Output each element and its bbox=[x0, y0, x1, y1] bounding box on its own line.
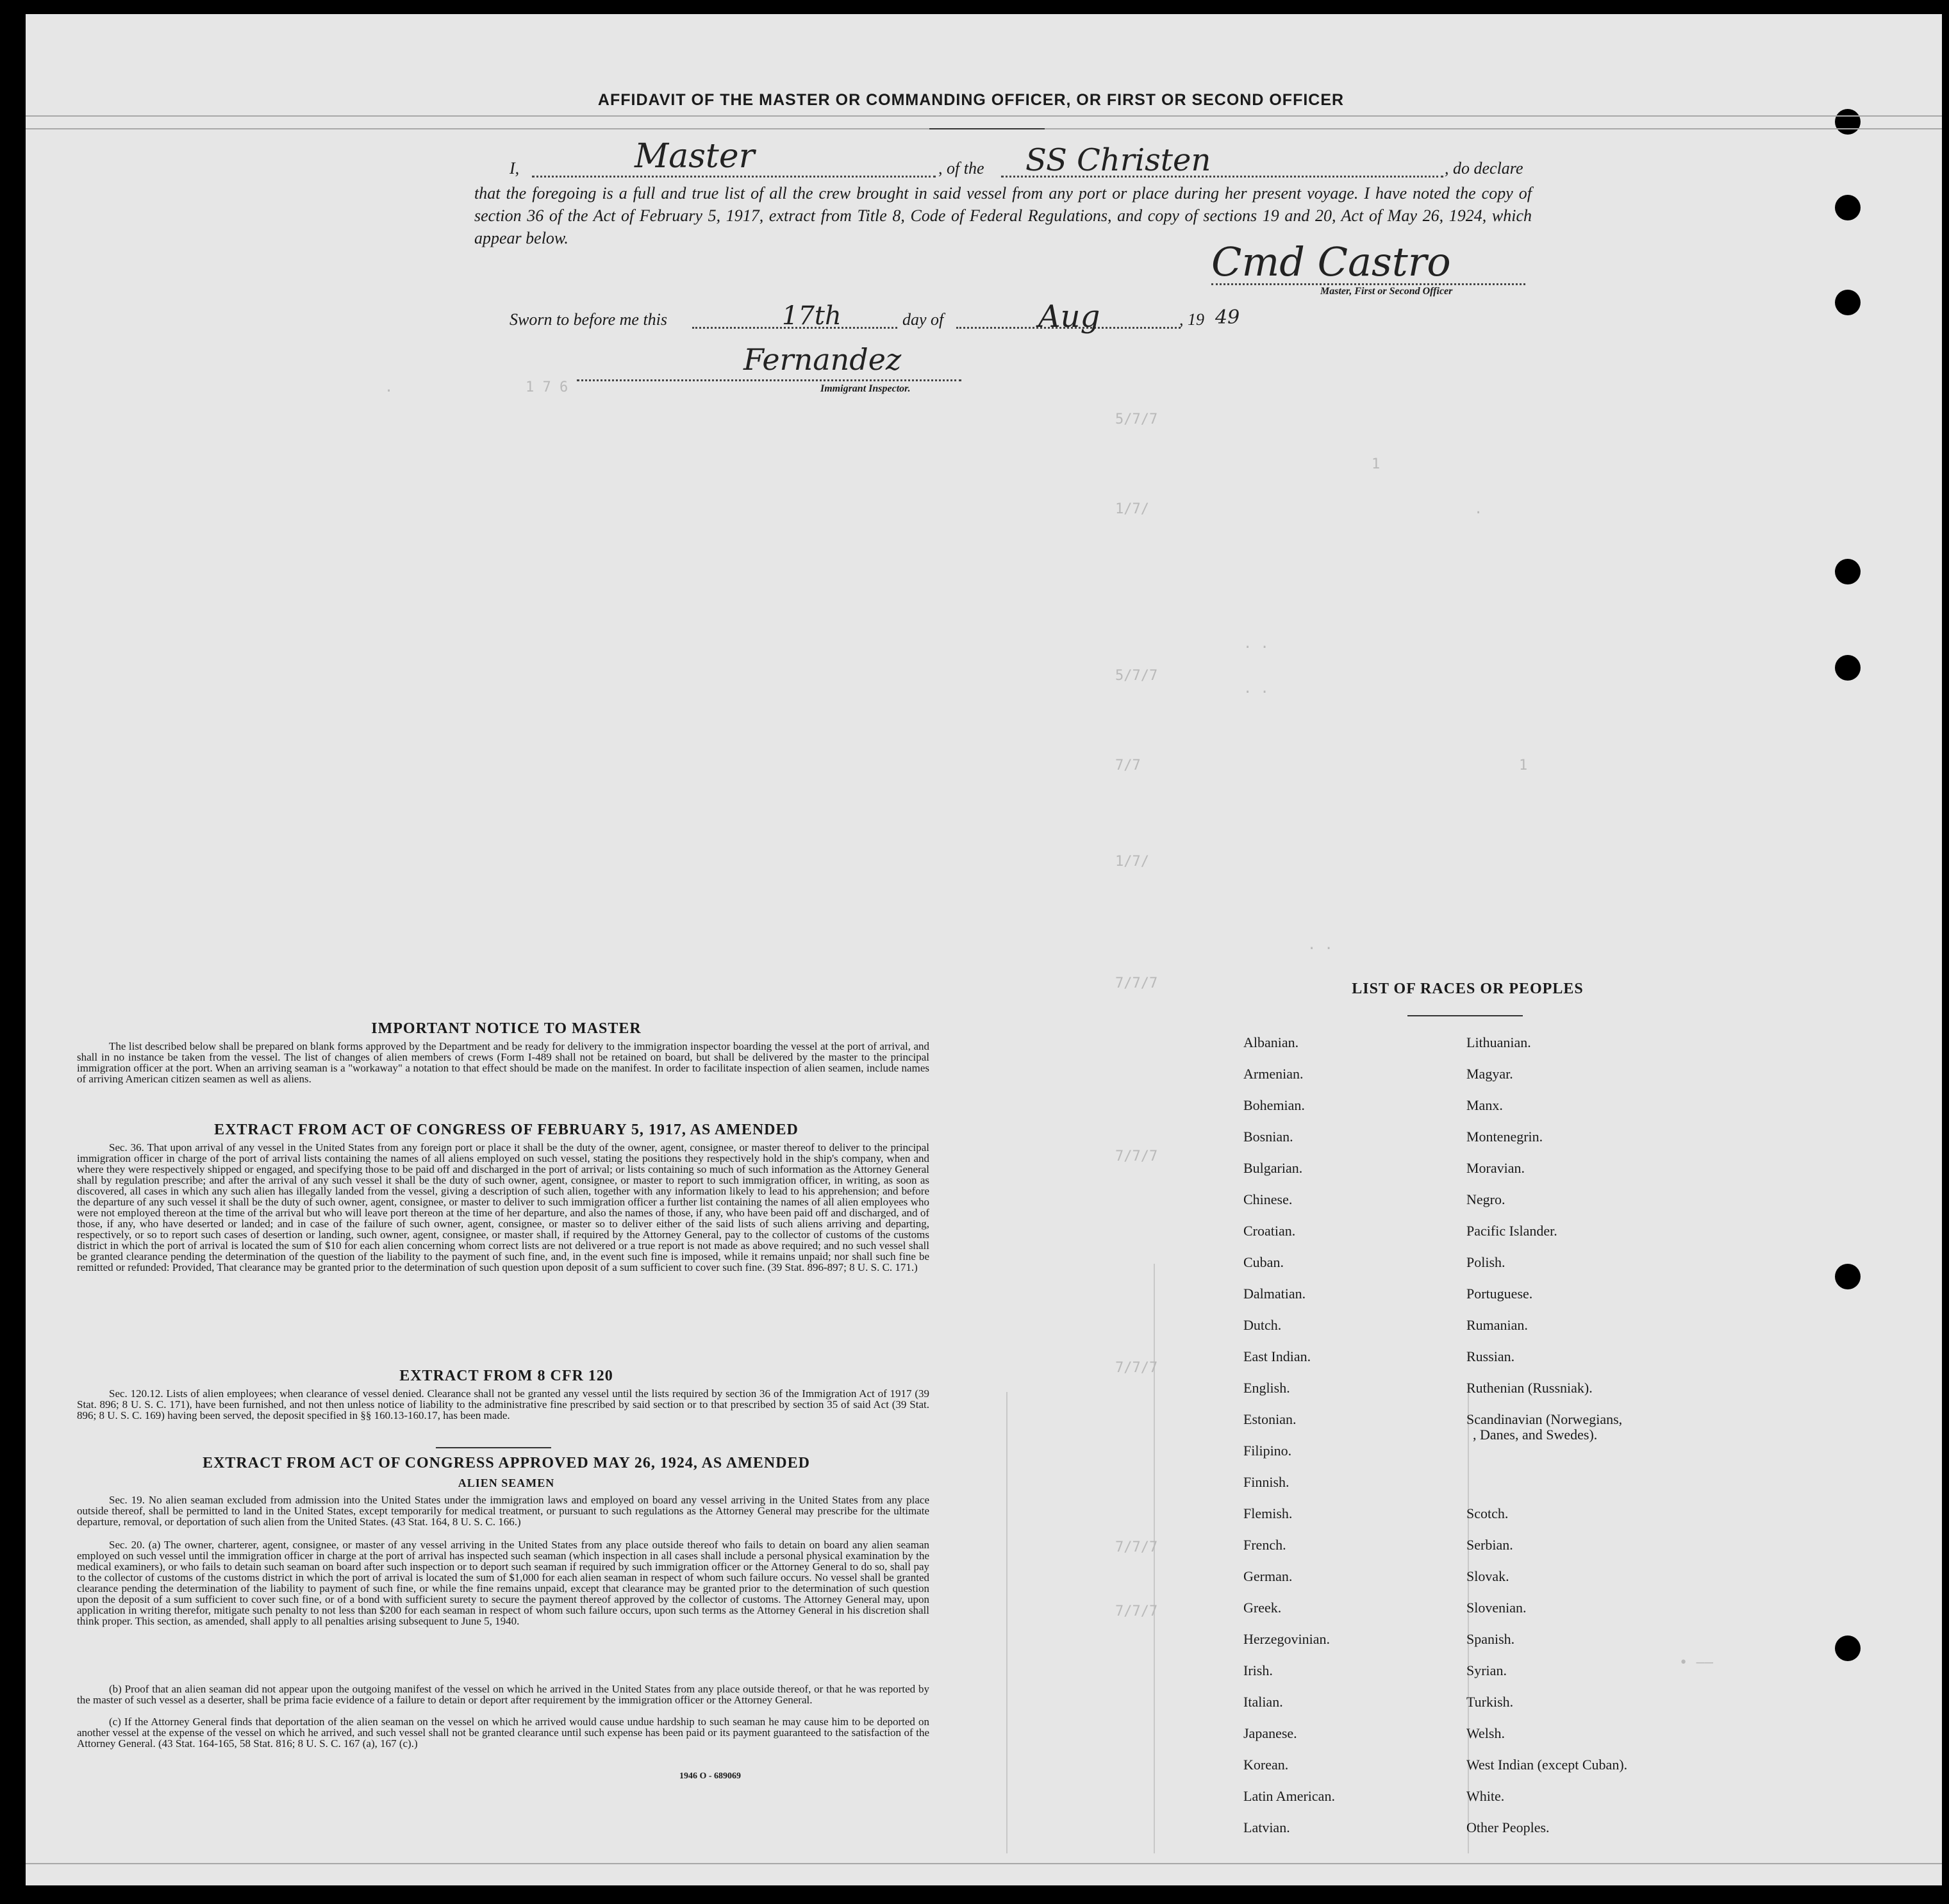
left-race-item: Herzegovinian. bbox=[1243, 1631, 1330, 1647]
bleed-through-mark: 1/7/ bbox=[1115, 501, 1149, 517]
document-page bbox=[26, 14, 1942, 1885]
inspector-signature: Fernandez bbox=[743, 342, 902, 377]
title-underline bbox=[929, 128, 1045, 129]
right-race-item: Welsh. bbox=[1466, 1725, 1505, 1741]
right-race-item: Scandinavian (Norwegians, bbox=[1466, 1411, 1623, 1427]
left-race-item: Japanese. bbox=[1243, 1725, 1297, 1741]
form-rule bbox=[26, 1863, 1942, 1864]
affidavit-title: AFFIDAVIT OF THE MASTER OR COMMANDING OFFICER, OR FIRST OR SECOND OFFICER bbox=[597, 91, 1345, 109]
day-of-label: day of bbox=[902, 310, 944, 329]
name-line bbox=[532, 176, 936, 178]
bleed-through-mark: 1 7 6 bbox=[526, 379, 568, 395]
extract-1917-title: EXTRACT FROM ACT OF CONGRESS OF FEBRUARY 5, 1917, AS AMENDED bbox=[214, 1122, 799, 1138]
left-race-item: Latin American. bbox=[1243, 1788, 1335, 1804]
left-race-item: East Indian. bbox=[1243, 1348, 1311, 1364]
extract-1924-title: EXTRACT FROM ACT OF CONGRESS APPROVED MAY 26, 1924, AS AMENDED bbox=[203, 1455, 810, 1471]
bleed-through-mark: 7/7/7 bbox=[1115, 1148, 1158, 1164]
inspector-caption: Immigrant Inspector. bbox=[820, 383, 911, 394]
right-race-item: West Indian (except Cuban). bbox=[1466, 1757, 1628, 1773]
right-race-item: Magyar. bbox=[1466, 1066, 1513, 1082]
right-race-item: Slovenian. bbox=[1466, 1600, 1527, 1616]
right-race-item: Moravian. bbox=[1466, 1160, 1525, 1176]
bleed-through-mark: 5/7/7 bbox=[1115, 411, 1158, 427]
bleed-through-mark: 7/7/7 bbox=[1115, 1360, 1158, 1376]
notice-title: IMPORTANT NOTICE TO MASTER bbox=[371, 1020, 642, 1037]
punch-hole bbox=[1835, 195, 1861, 220]
right-race-item: Spanish. bbox=[1466, 1631, 1515, 1647]
year-prefix: , 19 bbox=[1179, 310, 1204, 329]
right-race-item: Rumanian. bbox=[1466, 1317, 1528, 1333]
print-code: 1946 O - 689069 bbox=[679, 1771, 742, 1781]
bleed-through-mark: . . bbox=[1243, 636, 1269, 652]
bleed-through-mark: 7/7 bbox=[1115, 757, 1141, 774]
bleed-through-mark: . . bbox=[1243, 681, 1269, 697]
right-race-item: Manx. bbox=[1466, 1097, 1503, 1113]
right-race-item: Other Peoples. bbox=[1466, 1819, 1550, 1835]
punch-hole bbox=[1835, 559, 1861, 584]
right-race-item: Polish. bbox=[1466, 1254, 1505, 1270]
punch-hole bbox=[1835, 655, 1861, 681]
right-race-item: Negro. bbox=[1466, 1191, 1505, 1207]
left-race-item: English. bbox=[1243, 1380, 1290, 1396]
form-rule bbox=[1006, 1392, 1008, 1853]
sec-20b-text: (b) Proof that an alien seaman did not appear upon the outgoing manifest of the vessel on which he arrived in the United States from any place outside thereof, or that he was reported by the master of such vessel as a deserter, shall be prima facie evidence of a failure to detain or deport after requirement by the immigration officer or the Attorney General. bbox=[77, 1683, 929, 1706]
left-race-item: Dalmatian. bbox=[1243, 1286, 1306, 1302]
master-signature: Cmd Castro bbox=[1211, 238, 1451, 285]
do-declare-label: , do declare bbox=[1445, 159, 1523, 178]
left-race-item: Irish. bbox=[1243, 1662, 1273, 1678]
form-rule bbox=[26, 115, 1942, 117]
right-race-item: Serbian. bbox=[1466, 1537, 1513, 1553]
left-race-item: Bohemian. bbox=[1243, 1097, 1305, 1113]
master-name: Master bbox=[634, 137, 755, 176]
form-rule bbox=[1468, 1392, 1469, 1853]
races-underline bbox=[1407, 1015, 1523, 1016]
sworn-label: Sworn to before me this bbox=[510, 310, 668, 329]
right-race-item: Russian. bbox=[1466, 1348, 1515, 1364]
signature-caption: Master, First or Second Officer bbox=[1320, 286, 1453, 297]
right-race-item: Ruthenian (Russniak). bbox=[1466, 1380, 1593, 1396]
punch-hole bbox=[1835, 1635, 1861, 1661]
left-race-item: Armenian. bbox=[1243, 1066, 1304, 1082]
left-race-item: German. bbox=[1243, 1568, 1293, 1584]
affidavit-body: that the foregoing is a full and true list of all the crew brought in said vessel from any port or place during her present voyage. I have noted the copy of section 36 of the Act of February 5, 1917, extract from Title 8, Code of Federal Regulations, and copy of sections 19 and 20, Act of May 26, 1924, which appear below. bbox=[474, 184, 1532, 247]
left-race-item: Filipino. bbox=[1243, 1443, 1292, 1459]
left-race-item: Bosnian. bbox=[1243, 1129, 1293, 1145]
right-race-item: White. bbox=[1466, 1788, 1505, 1804]
right-race-item: , Danes, and Swedes). bbox=[1473, 1427, 1598, 1443]
notice-text: The list described below shall be prepared on blank forms approved by the Department and be ready for delivery to the immigration inspector boarding the vessel at the port of arrival, and shall in no instance be taken from the vessel. The list of changes of alien members of crews (Form I-489 shall not be retained on board, but shall be delivered by the master to the principal immigration officer at the port. When an arriving seaman is a "workaway" a notation to that effect should be made on the manifest. In order to facilitate inspection of alien seamen, include names of arriving American citizen seamen as well as aliens. bbox=[77, 1040, 929, 1085]
extract-cfr-text: Sec. 120.12. Lists of alien employees; when clearance of vessel denied. Clearance shall not be granted any vessel until the lists required by section 36 of the Immigration Act of 1917 (39 Stat. 896; 8 U. S. C. 171), have been furnished, and not then unless notice of liability to the administrative fine prescribed by said section or to that prescribed by section 35 of said Act (39 Stat. 896; 8 U. S. C. 169) having been served, the deposit specified in §§ 160.13-160.17, has been made. bbox=[77, 1387, 929, 1421]
right-race-item: Turkish. bbox=[1466, 1694, 1514, 1710]
punch-hole bbox=[1835, 1264, 1861, 1289]
punch-hole bbox=[1835, 290, 1861, 315]
bleed-through-mark: 7/7/7 bbox=[1115, 1539, 1158, 1555]
bleed-through-mark: 1 bbox=[1519, 757, 1528, 774]
left-race-item: Chinese. bbox=[1243, 1191, 1293, 1207]
sworn-year: 49 bbox=[1215, 306, 1240, 329]
left-race-item: Korean. bbox=[1243, 1757, 1289, 1773]
section-divider bbox=[436, 1447, 551, 1448]
bleed-through-mark: 5/7/7 bbox=[1115, 668, 1158, 684]
extract-1917-text: Sec. 36. That upon arrival of any vessel in the United States from any foreign port or place it shall be the duty of the owner, agent, consignee, or master thereof to deliver to the principal immigration officer in charge of the port of arrival lists containing the names of all aliens employed on such vessel, stating the positions they respectively hold in the ship's company, when and where they were respectively shipped or engaged, and specifying those to be paid off and discharged in the port of arrival; or lists containing so much of such information as the Attorney General shall by regulation prescribe; and after the arrival of any such vessel it shall be the duty of such owner, agent, consignee, or master to report to such immigration officer, in writing, as soon as discovered, all cases in which any such alien has illegally landed from the vessel, giving a description of such alien, together with any information likely to lead to his apprehension; and before the departure of any such vessel it shall be the duty of such owner, agent, consignee, or master to deliver to such immigration officer a further list containing the names of all alien employees who were not employed thereon at the time of the arrival but who will leave port thereon at the time of her departure, and also the names of those, if any, who have been paid off and discharged, and of those, if any, who have deserted or landed; and in case of the failure of such owner, agent, consignee, or master so to deliver either of the said lists of such aliens arriving and departing, respectively, or so to report such cases of desertion or landing, such owner, agent, consignee, or master shall, if required by the Attorney General, pay to the collector of customs of the customs district in which the port of arrival is located the sum of $10 for each alien concerning whom correct lists are not delivered or a true report is not made as above required; and no such vessel shall be granted clearance pending the determination of the question of the liability to the payment of such fine, and, in the event such fine is imposed, while it remains unpaid; nor shall such fine be remitted or refunded: Provided, That clearance may be granted prior to the determination of such question upon deposit of a sum sufficient to cover such fine. (39 Stat. 896-897; 8 U. S. C. 171.) bbox=[77, 1141, 929, 1273]
sec-20c-text: (c) If the Attorney General finds that deportation of the alien seaman on the vessel on which he arrived would cause undue hardship to such seaman he may cause him to be deported on another vessel at the expense of the vessel on which he arrived, and such vessel shall not be granted clearance until such expense has been paid or its payment guaranteed to the satisfaction of the Attorney General. (43 Stat. 164-165, 58 Stat. 816; 8 U. S. C. 167 (a), 167 (c).) bbox=[77, 1716, 929, 1750]
extract-1924-subtitle: ALIEN SEAMEN bbox=[458, 1477, 555, 1489]
bleed-through-mark: 1 bbox=[1372, 456, 1381, 472]
left-race-item: Greek. bbox=[1243, 1600, 1282, 1616]
sworn-month: Aug bbox=[1038, 299, 1100, 335]
left-race-item: Dutch. bbox=[1243, 1317, 1282, 1333]
left-race-item: Flemish. bbox=[1243, 1505, 1293, 1521]
signature-line bbox=[1211, 283, 1525, 285]
bleed-through-mark: . . bbox=[1307, 937, 1333, 953]
ship-name: SS Christen bbox=[1025, 142, 1211, 178]
bleed-through-mark: • —— bbox=[1679, 1655, 1713, 1671]
left-race-item: French. bbox=[1243, 1537, 1286, 1553]
sworn-day: 17th bbox=[782, 301, 842, 331]
right-race-item: Lithuanian. bbox=[1466, 1034, 1531, 1050]
of-the-label: , of the bbox=[938, 159, 984, 178]
bleed-through-mark: 7/7/7 bbox=[1115, 975, 1158, 991]
left-race-item: Italian. bbox=[1243, 1694, 1283, 1710]
left-race-item: Finnish. bbox=[1243, 1474, 1290, 1490]
inspector-line bbox=[577, 379, 961, 381]
bleed-through-mark: . bbox=[1474, 501, 1483, 517]
extract-cfr-title: EXTRACT FROM 8 CFR 120 bbox=[399, 1368, 613, 1384]
right-race-item: Portuguese. bbox=[1466, 1286, 1533, 1302]
right-race-item: Montenegrin. bbox=[1466, 1129, 1543, 1145]
left-race-item: Albanian. bbox=[1243, 1034, 1299, 1050]
left-race-item: Croatian. bbox=[1243, 1223, 1296, 1239]
bleed-through-mark: . bbox=[385, 379, 394, 395]
right-race-item: Slovak. bbox=[1466, 1568, 1509, 1584]
bleed-through-mark: 1/7/ bbox=[1115, 854, 1149, 870]
left-race-item: Estonian. bbox=[1243, 1411, 1297, 1427]
right-race-item: Scotch. bbox=[1466, 1505, 1509, 1521]
i-label: I, bbox=[510, 159, 520, 178]
punch-hole bbox=[1835, 109, 1861, 135]
right-race-item: Syrian. bbox=[1466, 1662, 1507, 1678]
bleed-through-mark: 7/7/7 bbox=[1115, 1603, 1158, 1619]
form-rule bbox=[1154, 1264, 1155, 1853]
left-race-item: Cuban. bbox=[1243, 1254, 1284, 1270]
sec-20a-text: Sec. 20. (a) The owner, charterer, agent, consignee, or master of any vessel arriving in the United States from any place outside thereof who fails to detain on board any alien seaman employed on such vessel until the immigration officer in charge at the port of arrival has inspected such seaman (which inspection in all cases shall include a personal physical examination by the medical examiners), or who fails to detain such seaman on board after such inspection or to deport such seaman if required by such immigration officer or the Attorney General to do so, shall pay to the collector of customs of the customs district in which the port of arrival is located the sum of $1,000 for each alien seaman in respect of whom such failure occurs. No vessel shall be granted clearance pending the determination of the liability to payment of such fine, or while the fine remains unpaid, except that clearance may be granted prior to the determination of such question upon the deposit of a sum sufficient to cover such fine, or of a bond with sufficient surety to secure the payment thereof approved by the collector of customs. The Attorney General may, upon application in writing therefor, mitigate such penalty to not less than $200 for each seaman in respect of whom such failure occurs, upon such terms as the Attorney General in his discretion shall think proper. This section, as amended, shall apply to all penalties arising subsequent to June 5, 1940. bbox=[77, 1539, 929, 1627]
right-race-item: Pacific Islander. bbox=[1466, 1223, 1557, 1239]
sec-19-text: Sec. 19. No alien seaman excluded from admission into the United States under the immigration laws and employed on board any vessel arriving in the United States from any place outside thereof, shall be permitted to land in the United States, except temporarily for medical treatment, or pursuant to such regulations as the Attorney General may prescribe for the ultimate departure, removal, or deportation of such alien from the United States. (43 Stat. 164, 8 U. S. C. 166.) bbox=[77, 1494, 929, 1528]
races-title: LIST OF RACES OR PEOPLES bbox=[1352, 981, 1584, 997]
left-race-item: Bulgarian. bbox=[1243, 1160, 1303, 1176]
left-race-item: Latvian. bbox=[1243, 1819, 1290, 1835]
